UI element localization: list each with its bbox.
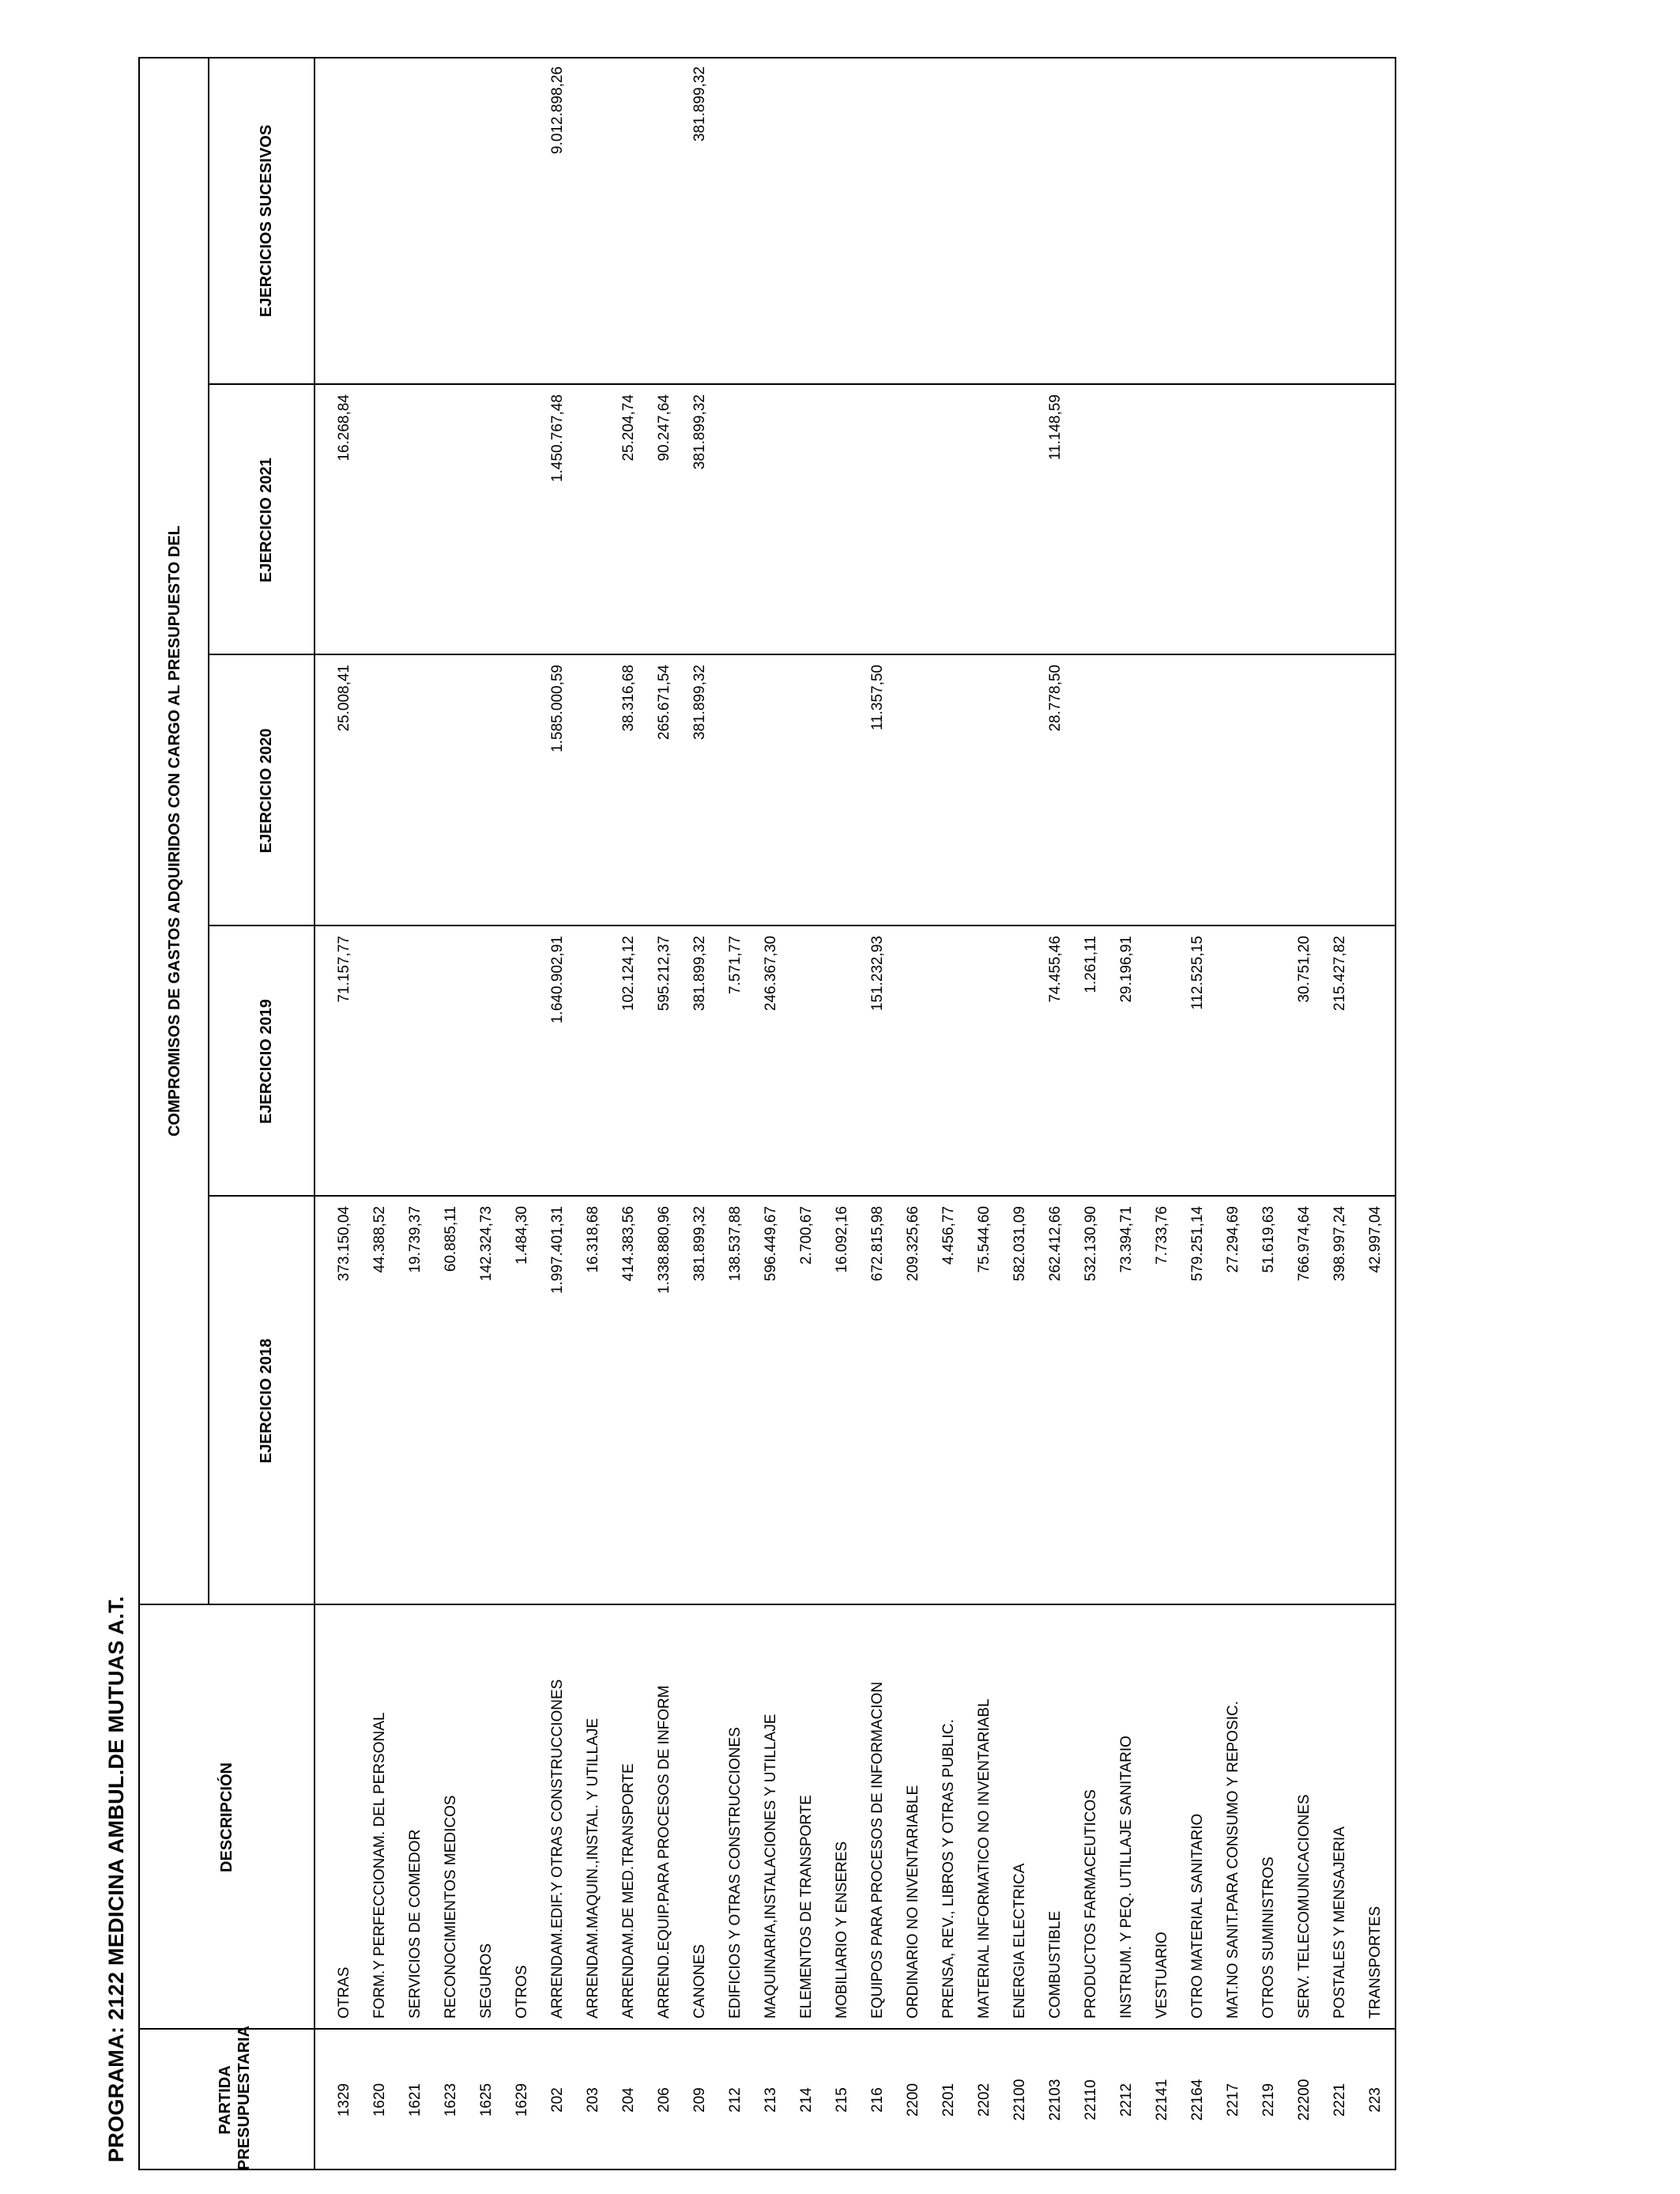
row-amount: 38.316,68 [620,665,637,732]
row-code: 206 [656,2087,672,2113]
row-amount: 75.544,60 [976,1206,993,1273]
budget-table [138,57,1396,2170]
column-divider [208,654,1396,655]
row-amount: 1.261,11 [1083,936,1099,993]
row-description: OTROS [514,1965,530,2019]
header-separator [314,57,315,2170]
row-code: 202 [549,2087,566,2113]
row-code: 1625 [478,2083,495,2117]
row-description: SEGUROS [478,1943,495,2019]
row-code: 203 [585,2087,601,2113]
row-amount: 1.484,30 [514,1206,530,1265]
row-code: 1623 [443,2083,459,2117]
row-amount: 30.751,20 [1296,936,1313,1003]
row-amount: 381.899,32 [691,66,708,142]
row-amount: 672.815,98 [869,1206,886,1282]
header-year: EJERCICIO 2019 [258,999,275,1124]
row-amount: 381.899,32 [691,936,708,1012]
row-amount: 151.232,93 [869,936,886,1012]
row-amount: 25.204,74 [620,394,637,462]
row-amount: 596.449,67 [763,1206,779,1282]
table-border-right [138,57,1396,58]
row-amount: 579.251,14 [1189,1206,1206,1282]
row-amount: 414.383,56 [620,1206,637,1282]
row-description: SERVICIOS DE COMEDOR [407,1829,424,2019]
row-amount: 138.537,88 [727,1206,744,1282]
row-description: MAT.NO SANIT.PARA CONSUMO Y REPOSIC. [1225,1701,1241,2019]
row-amount: 262.412,66 [1047,1206,1064,1282]
header-descripcion: DESCRIPCIÓN [218,1762,235,1872]
row-amount: 1.338.880,96 [656,1206,672,1294]
row-amount: 11.357,50 [869,665,886,731]
row-description: ELEMENTOS DE TRANSPORTE [798,1795,815,2019]
header-partida: PARTIDA [217,2065,234,2135]
row-amount: 398.997,24 [1332,1206,1348,1282]
row-description: OTROS SUMINISTROS [1260,1857,1277,2019]
row-amount: 74.455,46 [1047,936,1064,1003]
row-amount: 16.092,16 [834,1206,850,1273]
row-description: MOBILIARIO Y ENSERES [834,1841,850,2019]
row-code: 214 [798,2087,815,2113]
row-code: 2217 [1225,2083,1241,2117]
row-amount: 381.899,32 [691,1206,708,1282]
row-code: 2219 [1260,2083,1277,2117]
header-year: EJERCICIO 2021 [258,458,275,582]
row-description: COMBUSTIBLE [1047,1910,1064,2019]
row-code: 209 [691,2087,708,2113]
row-amount: 582.031,09 [1011,1206,1028,1282]
row-code: 204 [620,2087,637,2113]
row-amount: 1.585.000,59 [549,665,566,752]
row-description: MAQUINARIA,INSTALACIONES Y UTILLAJE [763,1713,779,2019]
row-amount: 142.324,73 [478,1206,495,1282]
row-code: 1621 [407,2083,424,2117]
column-divider [138,1604,1396,1605]
row-code: 2201 [940,2083,957,2117]
row-amount: 16.318,68 [585,1206,601,1273]
row-description: CANONES [691,1944,708,2019]
page-title: PROGRAMA: 2122 MEDICINA AMBUL.DE MUTUAS A.T. [104,1596,128,2162]
row-amount: 1.640.902,91 [549,936,566,1023]
row-amount: 16.268,84 [336,394,352,462]
row-code: 2212 [1118,2083,1135,2117]
row-amount: 595.212,37 [656,936,672,1012]
row-code: 2200 [905,2083,921,2117]
row-code: 1620 [371,2083,388,2117]
row-code: 22110 [1083,2079,1099,2120]
row-code: 22103 [1047,2079,1064,2121]
header-year: EJERCICIO 2020 [258,728,275,854]
row-amount: 90.247,64 [656,394,672,462]
row-description: ARREND.EQUIP.PARA PROCESOS DE INFORM [656,1685,672,2019]
row-code: 2221 [1332,2083,1348,2117]
column-divider [208,1195,1396,1197]
row-amount: 2.700,67 [798,1206,815,1265]
row-code: 22200 [1296,2079,1313,2121]
row-description: SERV. TELECOMUNICACIONES [1296,1794,1313,2019]
row-code: 223 [1367,2087,1384,2113]
row-amount: 4.456,77 [940,1206,957,1265]
row-amount: 51.619,63 [1260,1206,1277,1273]
row-description: PRENSA, REV., LIBROS Y OTRAS PUBLIC. [940,1719,957,2019]
row-amount: 11.148,59 [1047,394,1064,461]
row-description: OTRO MATERIAL SANITARIO [1189,1813,1206,2019]
row-amount: 42.997,04 [1367,1206,1384,1273]
row-amount: 381.899,32 [691,394,708,470]
header-presupuestaria: PRESUPUESTARIA [235,2026,253,2170]
row-amount: 373.150,04 [336,1206,352,1282]
row-code: 212 [727,2087,744,2113]
row-description: EQUIPOS PARA PROCESOS DE INFORMACION [869,1681,886,2019]
row-amount: 7.571,77 [727,936,744,994]
row-amount: 215.427,82 [1332,936,1348,1012]
row-amount: 246.367,30 [763,936,779,1012]
row-amount: 44.388,52 [371,1206,388,1273]
row-amount: 28.778,50 [1047,665,1064,732]
row-amount: 9.012.898,26 [549,66,566,154]
column-divider [208,925,1396,926]
table-border-top [138,57,140,2170]
row-code: 1329 [336,2083,352,2117]
header-group-compromisos: COMPROMISOS DE GASTOS ADQUIRIDOS CON CARGO AL PRESUPUESTO DEL [166,525,183,1137]
row-amount: 7.733,76 [1154,1206,1170,1265]
row-code: 22164 [1189,2079,1206,2121]
row-amount: 19.739,37 [407,1206,424,1273]
row-code: 22141 [1154,2079,1170,2121]
row-code: 2202 [976,2083,993,2117]
table-border-bottom [1395,57,1396,2170]
row-amount: 112.525,15 [1189,936,1206,1010]
row-description: TRANSPORTES [1367,1906,1384,2019]
header-year: EJERCICIO 2018 [258,1338,275,1464]
row-description: ARRENDAM.MAQUIN.,INSTAL. Y UTILLAJE [585,1717,601,2019]
row-amount: 1.450.767,48 [549,394,566,482]
row-code: 22100 [1011,2079,1028,2121]
header-year: EJERCICIOS SUCESIVOS [258,124,275,318]
row-description: MATERIAL INFORMATICO NO INVENTARIABL [976,1698,993,2019]
row-amount: 1.997.401,31 [549,1206,566,1294]
row-description: RECONOCIMIENTOS MEDICOS [443,1795,459,2019]
row-description: ARRENDAM.EDIF.Y OTRAS CONSTRUCCIONES [549,1679,566,2019]
row-amount: 209.325,66 [905,1206,921,1282]
row-amount: 60.885,11 [443,1206,459,1272]
row-code: 216 [869,2087,886,2113]
row-description: ENERGIA ELECTRICA [1011,1863,1028,2019]
row-description: OTRAS [336,1966,352,2019]
row-description: PRODUCTOS FARMACEUTICOS [1083,1789,1099,2019]
row-amount: 381.899,32 [691,665,708,741]
row-description: FORM.Y PERFECCIONAM. DEL PERSONAL [371,1712,388,2019]
column-divider [208,383,1396,385]
row-code: 213 [763,2087,779,2113]
row-amount: 265.671,54 [656,665,672,741]
row-amount: 29.196,91 [1118,936,1135,1003]
group-header-separator [208,57,209,1605]
row-amount: 532.130,90 [1083,1206,1099,1282]
row-description: EDIFICIOS Y OTRAS CONSTRUCCIONES [727,1727,744,2019]
row-amount: 27.294,69 [1225,1206,1241,1273]
row-amount: 73.394,71 [1118,1206,1135,1273]
row-code: 1629 [514,2083,530,2117]
row-description: ARRENDAM.DE MED.TRANSPORTE [620,1763,637,2019]
row-amount: 71.157,77 [336,936,352,1003]
row-amount: 766.974,64 [1296,1206,1313,1282]
row-code: 215 [834,2087,850,2113]
row-description: INSTRUM. Y PEQ. UTILLAJE SANITARIO [1118,1736,1135,2019]
row-amount: 25.008,41 [336,665,352,732]
row-description: POSTALES Y MENSAJERIA [1332,1826,1348,2019]
row-description: ORDINARIO NO INVENTARIABLE [905,1785,921,2019]
row-amount: 102.124,12 [620,936,637,1012]
row-description: VESTUARIO [1154,1932,1170,2019]
